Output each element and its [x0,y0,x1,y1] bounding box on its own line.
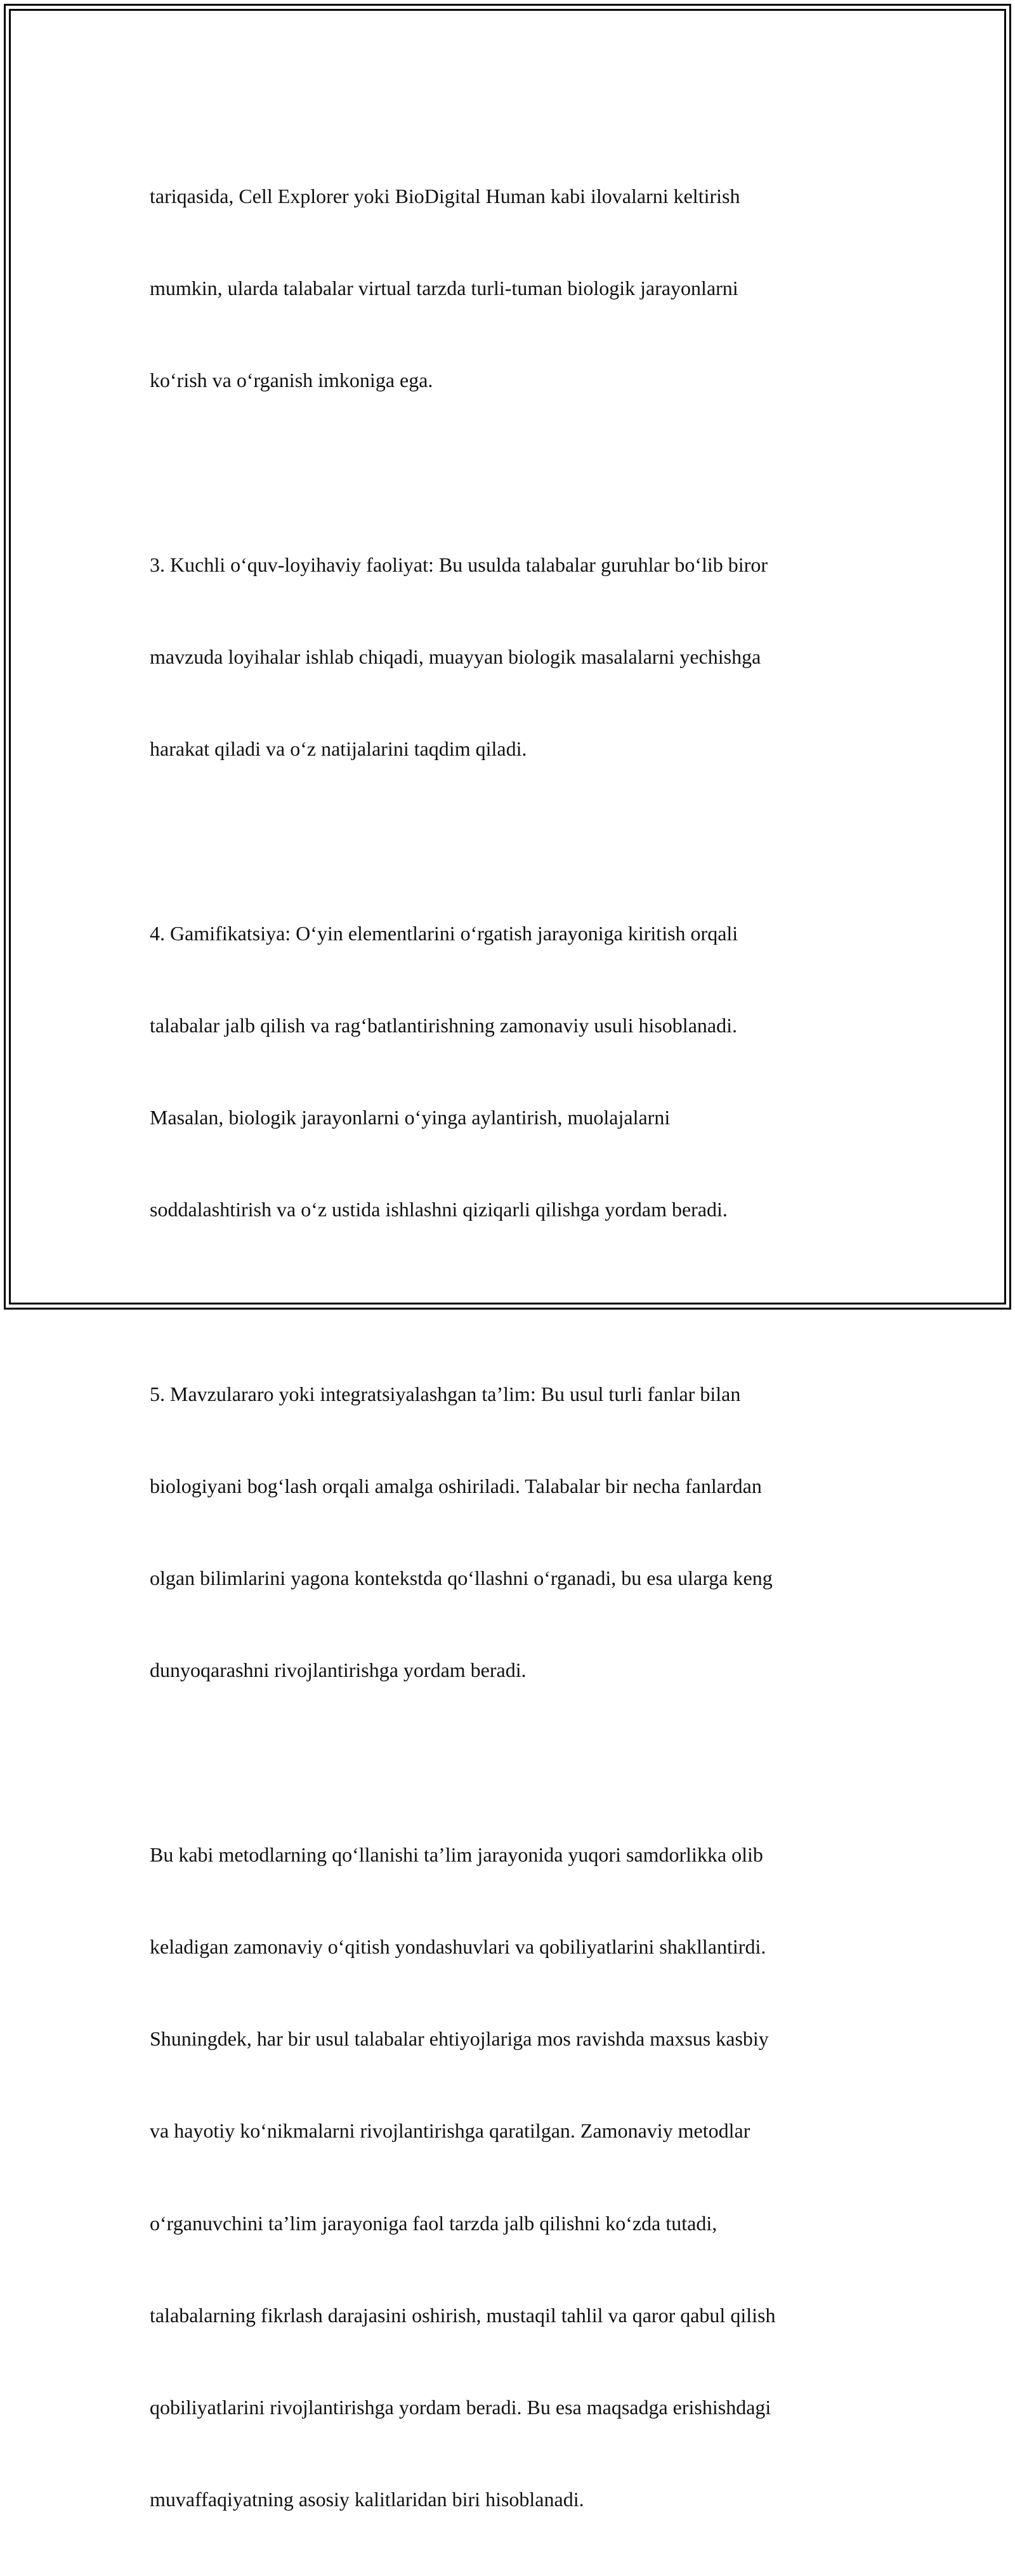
text-line: olgan bilimlarini yagona kontekstda qo‘llashni o‘rganadi, bu esa ularga keng [150,1567,773,1590]
text-line: Shuningdek, har bir usul talabalar ehtiyojlariga mos ravishda maxsus kasbiy [150,2027,769,2051]
text-line: talabalar jalb qilish va rag‘batlantirishning zamonaviy usuli hisoblanadi. [150,1013,737,1037]
text-line: soddalashtirish va o‘z ustida ishlashni qiziqarli qilishga yordam beradi. [150,1198,728,1221]
text-line: 3. Kuchli o‘quv-loyihaviy faoliyat: Bu usulda talabalar guruhlar bo‘lib biror [150,553,768,576]
text-line: 4. Gamifikatsiya: O‘yin elementlarini o‘rgatish jarayoniga kiritish orqali [150,921,738,945]
paragraph-item-4 [150,857,869,1287]
text-line: mavzuda loyihalar ishlab chiqadi, muayyan biologik masalalarni yechishga [150,645,761,668]
text-line: qobiliyatlarini rivojlantirishga yordam beradi. Bu esa maqsadga erishishdagi [150,2396,771,2419]
paragraph-continuation [150,119,869,457]
text-line: 5. Mavzulararo yoki integratsiyalashgan ta’lim: Bu usul turli fanlar bilan [150,1382,741,1405]
text-line: tariqasida, Cell Explorer yoki BioDigital Human kabi ilovalarni keltirish [150,184,740,207]
text-line: harakat qiladi va o‘z natijalarini taqdim qiladi. [150,737,527,761]
paragraph-item-5 [150,1317,869,1747]
text-line: Bu kabi metodlarning qo‘llanishi ta’lim jarayonida yuqori samdorlikka olib [150,1843,763,1866]
text-line: va hayotiy ko‘nikmalarni rivojlantirishga qaratilgan. Zamonaviy metodlar [150,2119,750,2143]
paragraph-conclusion [150,1778,869,2576]
text-line: keladigan zamonaviy o‘qitish yondashuvlari va qobiliyatlarini shakllantirdi. [150,1935,766,1958]
text-line: muvaffaqiyatning asosiy kalitlaridan biri hisoblanadi. [150,2488,584,2511]
text-line: mumkin, ularda talabalar virtual tarzda turli-tuman biologik jarayonlarni [150,277,738,300]
text-line: biologiyani bog‘lash orqali amalga oshiriladi. Talabalar bir necha fanlardan [150,1474,762,1497]
document-body [150,119,869,2576]
paragraph-item-3 [150,488,869,825]
text-line: o‘rganuvchini ta’lim jarayoniga faol tarzda jalb qilishni ko‘zda tutadi, [150,2211,717,2235]
text-line: ko‘rish va o‘rganish imkoniga ega. [150,369,433,392]
text-line: Masalan, biologik jarayonlarni o‘yinga aylantirish, muolajalarni [150,1105,671,1129]
text-line: talabalarning fikrlash darajasini oshirish, mustaqil tahlil va qaror qabul qilish [150,2303,776,2327]
text-line: dunyoqarashni rivojlantirishga yordam beradi. [150,1659,527,1682]
